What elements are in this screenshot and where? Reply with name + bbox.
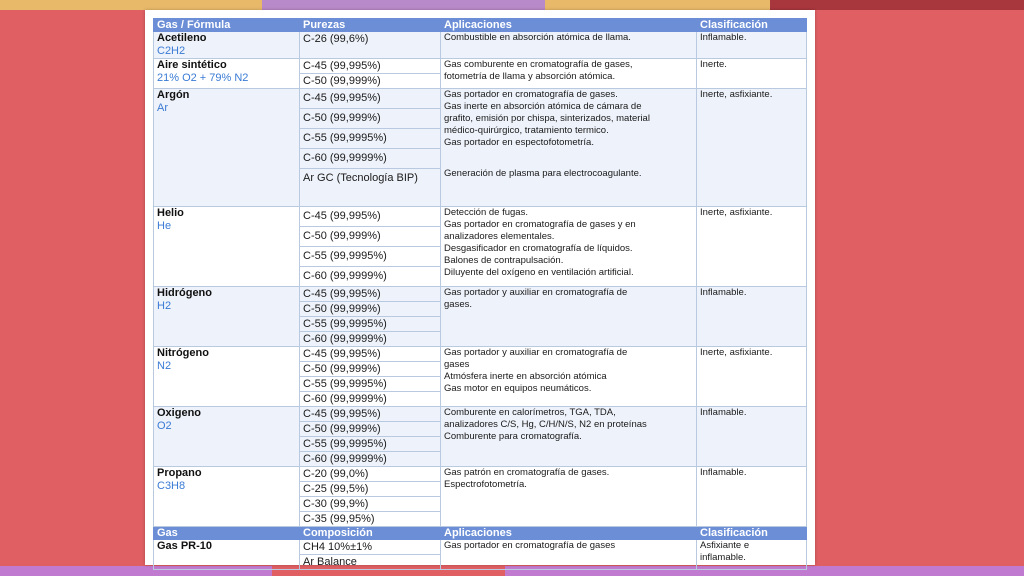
top-bar-segment <box>262 0 545 10</box>
application-line: Gas motor en equipos neumáticos. <box>444 383 592 394</box>
gas-formula: H2 <box>157 300 172 312</box>
application-line: Atmósfera inerte en absorción atómica <box>444 371 607 382</box>
purity-grade: C-55 (99,9995%) <box>300 317 440 332</box>
gas-cell <box>154 32 300 59</box>
gas-table <box>153 18 807 570</box>
composition-cell <box>300 540 441 570</box>
header-aplicaciones: Aplicaciones <box>441 19 697 32</box>
purity-grade: C-50 (99,999%) <box>303 75 381 87</box>
classification-cell <box>697 540 807 570</box>
gas-cell <box>154 89 300 207</box>
purity-grade: C-26 (99,6%) <box>303 33 369 45</box>
applications-cell <box>441 207 697 287</box>
application-line: Detección de fugas. <box>444 207 528 218</box>
gas-formula: N2 <box>157 360 172 372</box>
purity-cell <box>300 467 441 527</box>
gas-cell <box>154 287 300 347</box>
purity-grade: C-55 (99,9995%) <box>300 247 440 267</box>
purity-cell <box>300 287 441 347</box>
gas-name: Propano <box>157 467 202 479</box>
application-line: Gas portador y auxiliar en cromatografía de <box>444 287 628 298</box>
purity-grade: C-45 (99,995%) <box>300 207 440 227</box>
application-line: Desgasificador en cromatografía de líquidos. <box>444 243 633 254</box>
gas-name: Hidrógeno <box>157 287 212 299</box>
purity-grade: C-45 (99,995%) <box>300 287 440 302</box>
purity-grade: C-45 (99,995%) <box>300 347 440 362</box>
classification-cell: Inerte, asfixiante. <box>697 89 807 207</box>
gas-name: Argón <box>157 89 190 101</box>
application-line: Gas inerte en absorción atómica de cámara de <box>444 101 642 112</box>
application-line: Gas portador en cromatografía de gases y en <box>444 219 636 230</box>
top-bar-segment <box>770 0 1024 10</box>
gas-formula: 21% O2 + 79% N2 <box>157 72 249 84</box>
top-bar-segment <box>545 0 770 10</box>
table-row <box>154 467 807 527</box>
classification-cell: Inflamable. <box>697 407 807 467</box>
application-line: Gas portador en cromatografía de gases <box>444 540 616 551</box>
table-header-row <box>154 19 807 32</box>
header2-clasificacion: Clasificación <box>697 527 807 540</box>
table-row <box>154 347 807 407</box>
purity-grade: C-25 (99,5%) <box>300 482 440 497</box>
table-row <box>154 59 807 89</box>
application-line: Comburente para cromatografía. <box>444 431 582 442</box>
header2-aplicaciones: Aplicaciones <box>441 527 697 540</box>
purity-grade: C-55 (99,9995%) <box>300 437 440 452</box>
gas-cell <box>154 59 300 89</box>
gas-name: Acetileno <box>157 32 207 44</box>
applications-cell <box>441 89 697 207</box>
applications-cell <box>441 347 697 407</box>
table-row <box>154 32 807 59</box>
application-line: Gas portador en espectofotometría. <box>444 137 594 148</box>
application-line: Gas portador y auxiliar en cromatografía de <box>444 347 628 358</box>
application-line: Gas patrón en cromatografía de gases. <box>444 467 610 478</box>
purity-grade: C-50 (99,999%) <box>300 109 440 129</box>
header-gas: Gas / Fórmula <box>154 19 300 32</box>
applications-cell <box>441 32 697 59</box>
purity-grade: Ar GC (Tecnología BIP) <box>303 172 418 184</box>
gas-formula: Ar <box>157 102 168 114</box>
gas-cell <box>154 540 300 570</box>
spacer <box>444 149 693 168</box>
classification-cell: Inflamable. <box>697 287 807 347</box>
gas-cell <box>154 347 300 407</box>
purity-grade: C-50 (99,999%) <box>300 227 440 247</box>
applications-cell <box>441 407 697 467</box>
application-line: Gas comburente en cromatografía de gases, <box>444 59 633 70</box>
purity-cell <box>300 207 441 287</box>
applications-cell <box>441 59 697 89</box>
purity-grade: C-60 (99,9999%) <box>303 270 387 282</box>
application-line: Generación de plasma para electrocoagulante. <box>444 168 642 179</box>
application-line: analizadores C/S, Hg, C/H/N/S, N2 en proteínas <box>444 419 647 430</box>
purity-grade: C-55 (99,9995%) <box>300 377 440 392</box>
gas-formula: C3H8 <box>157 480 186 492</box>
purity-cell <box>300 407 441 467</box>
classification-cell: Inflamable. <box>697 467 807 527</box>
classification-line: inflamable. <box>700 552 746 563</box>
composition-line: CH4 10%±1% <box>300 540 440 555</box>
table-row <box>154 540 807 570</box>
purity-grade: C-60 (99,9999%) <box>303 453 387 465</box>
table-row <box>154 89 807 207</box>
application-line: Espectrofotometría. <box>444 479 527 490</box>
classification-cell: Inerte, asfixiante. <box>697 347 807 407</box>
table-row <box>154 287 807 347</box>
table-row <box>154 407 807 467</box>
application-line: Gas portador en cromatografía de gases. <box>444 89 618 100</box>
application-line: analizadores elementales. <box>444 231 555 242</box>
purity-grade: C-60 (99,9999%) <box>303 393 387 405</box>
header-clasificacion: Clasificación <box>697 19 807 32</box>
purity-grade: C-45 (99,995%) <box>300 89 440 109</box>
gas-formula: He <box>157 220 172 232</box>
header2-composicion: Composición <box>300 527 441 540</box>
gas-cell <box>154 207 300 287</box>
purity-grade: C-45 (99,995%) <box>300 59 440 74</box>
classification-line: Asfixiante e <box>700 540 750 551</box>
gas-name: Gas PR-10 <box>157 540 213 552</box>
composition-line: Ar Balance <box>303 556 357 568</box>
purity-grade: C-20 (99,0%) <box>300 467 440 482</box>
purity-cell <box>300 59 441 89</box>
gas-cell <box>154 467 300 527</box>
purity-grade: C-50 (99,999%) <box>300 302 440 317</box>
application-line: Diluyente del oxígeno en ventilación artificial. <box>444 267 634 278</box>
purity-cell <box>300 32 441 59</box>
applications-cell <box>441 540 697 570</box>
purity-cell <box>300 89 441 207</box>
application-line: Balones de contrapulsación. <box>444 255 564 266</box>
application-line: Combustible en absorción atómica de llama. <box>444 32 631 43</box>
gas-cell <box>154 407 300 467</box>
purity-grade: C-50 (99,999%) <box>300 362 440 377</box>
gas-name: Oxigeno <box>157 407 202 419</box>
application-line: fotometría de llama y absorción atómica. <box>444 71 616 82</box>
classification-cell: Inerte. <box>697 59 807 89</box>
slide-content <box>145 10 815 568</box>
purity-grade: C-45 (99,995%) <box>300 407 440 422</box>
gas-name: Nitrógeno <box>157 347 209 359</box>
purity-grade: C-60 (99,9999%) <box>300 149 440 169</box>
gas-formula: C2H2 <box>157 45 186 57</box>
gas-name: Aire sintético <box>157 59 227 71</box>
top-bar-segment <box>0 0 262 10</box>
application-line: grafito, emisión por chispa, sinterizados, material <box>444 113 650 124</box>
purity-grade: C-30 (99,9%) <box>300 497 440 512</box>
gas-name: Helio <box>157 207 184 219</box>
table-row <box>154 207 807 287</box>
application-line: gases. <box>444 299 472 310</box>
classification-cell: Inerte, asfixiante. <box>697 207 807 287</box>
header2-gas: Gas <box>154 527 300 540</box>
applications-cell <box>441 467 697 527</box>
purity-grade: C-50 (99,999%) <box>300 422 440 437</box>
application-line: gases <box>444 359 470 370</box>
gas-formula: O2 <box>157 420 172 432</box>
header-purezas: Purezas <box>300 19 441 32</box>
application-line: médico-quirúrgico, tratamiento termico. <box>444 125 609 136</box>
applications-cell <box>441 287 697 347</box>
classification-cell: Inflamable. <box>697 32 807 59</box>
purity-grade: C-55 (99,9995%) <box>300 129 440 149</box>
table-header-row-2 <box>154 527 807 540</box>
purity-grade: C-35 (99,95%) <box>303 513 375 525</box>
purity-grade: C-60 (99,9999%) <box>303 333 387 345</box>
purity-cell <box>300 347 441 407</box>
application-line: Comburente en calorímetros, TGA, TDA, <box>444 407 616 418</box>
